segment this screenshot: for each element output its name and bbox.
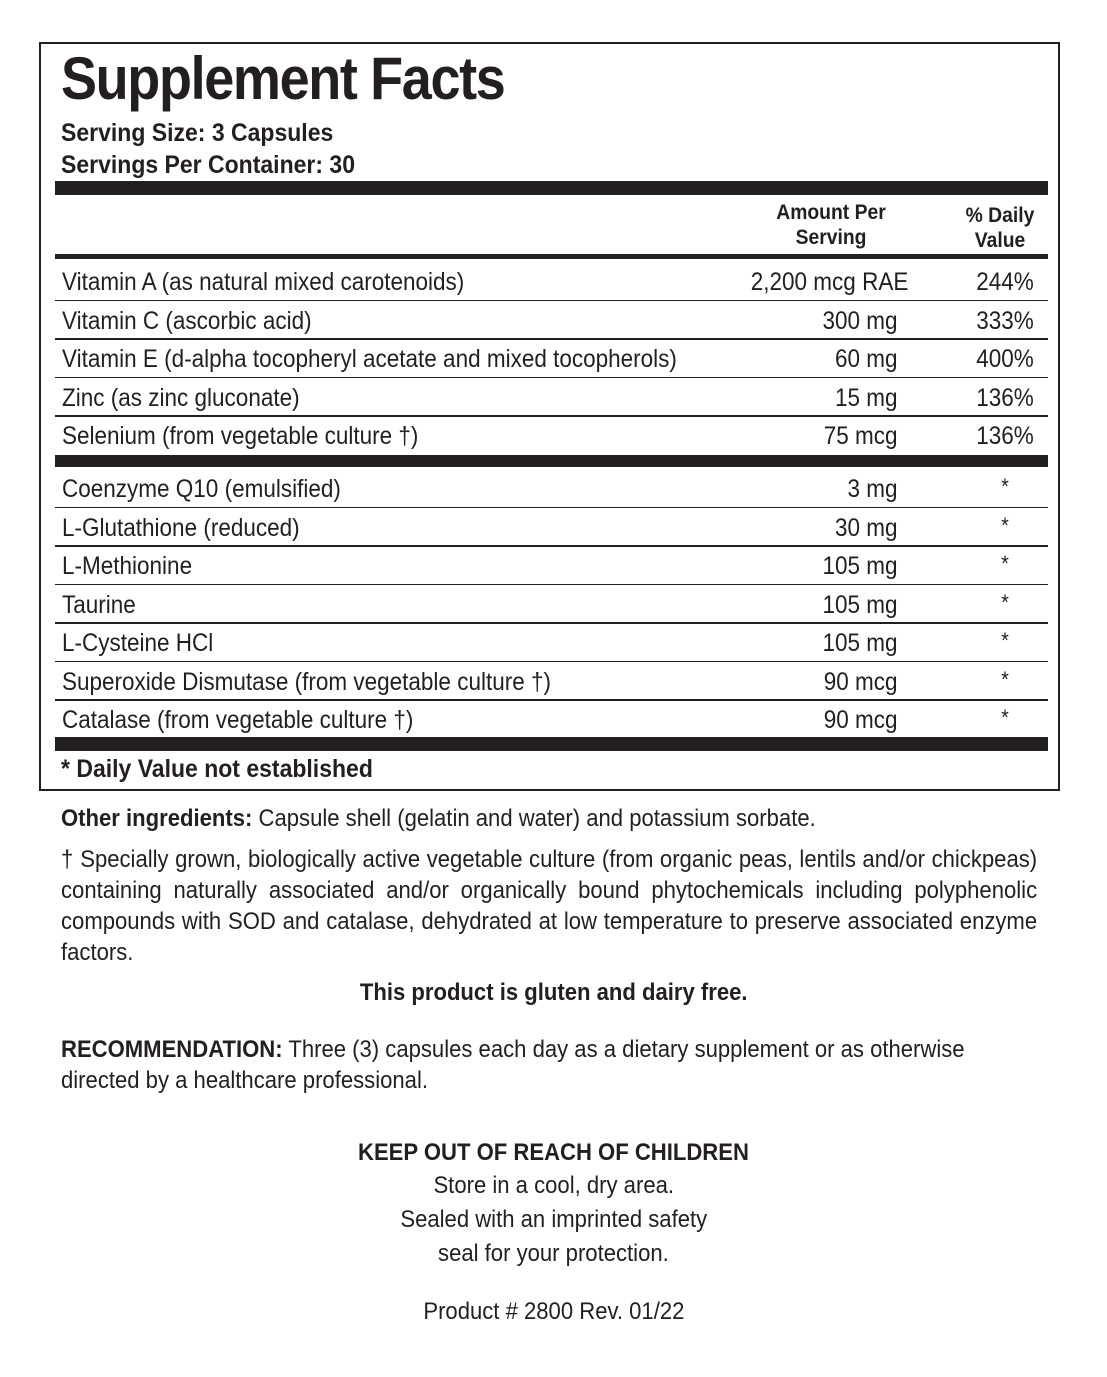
nutrient-amount: 15 mg (834, 383, 898, 412)
nutrient-amount: 30 mg (834, 513, 898, 542)
nutrient-name: Catalase (from vegetable culture †) (62, 706, 414, 734)
amount-per-serving-header: Amount Per Serving (776, 201, 886, 249)
nutrient-amount: 3 mg (847, 475, 898, 503)
nutrient-daily-value: * (1001, 589, 1009, 615)
other-ingredients (61, 803, 1036, 834)
nutrient-name: Vitamin A (as natural mixed carotenoids) (62, 268, 465, 296)
other-ingredients-label: Other ingredients: (61, 805, 253, 832)
nutrient-daily-value: 136% (976, 383, 1034, 412)
medium-divider (55, 254, 1048, 259)
nutrient-name: Zinc (as zinc gluconate) (62, 383, 300, 412)
nutrient-daily-value: 244% (976, 268, 1034, 296)
nutrient-daily-value: 333% (976, 306, 1034, 335)
thick-divider-middle (55, 455, 1048, 467)
other-ingredients-text: Capsule shell (gelatin and water) and potassium sorbate. (252, 805, 816, 832)
nutrient-row (55, 624, 1048, 662)
gluten-statement: This product is gluten and dairy free. (359, 979, 748, 1006)
nutrient-daily-value: * (1001, 474, 1009, 499)
nutrient-daily-value: * (1001, 666, 1009, 692)
nutrient-name: Superoxide Dismutase (from vegetable culture †) (62, 667, 551, 696)
seal-line-2: seal for your protection. (438, 1240, 669, 1267)
nutrient-name: L-Methionine (62, 552, 193, 580)
nutrient-daily-value: * (1001, 551, 1009, 576)
nutrient-daily-value: * (1001, 705, 1009, 730)
nutrient-name: Vitamin E (d-alpha tocopheryl acetate and mixed tocopherols) (62, 345, 677, 373)
nutrient-row (55, 263, 1048, 301)
nutrient-row (55, 586, 1048, 624)
nutrient-row (55, 470, 1048, 508)
nutrient-amount: 90 mcg (823, 667, 898, 696)
nutrient-name: Selenium (from vegetable culture †) (62, 422, 419, 450)
serving-size: Serving Size: 3 Capsules (61, 119, 334, 147)
dagger-note (61, 844, 1037, 968)
nutrient-name: L-Glutathione (reduced) (62, 513, 300, 542)
nutrient-daily-value: * (1001, 628, 1009, 653)
supplement-facts-panel (39, 42, 1060, 791)
nutrient-row (55, 340, 1048, 378)
storage-line: Store in a cool, dry area. (433, 1172, 674, 1199)
nutrient-amount: 60 mg (834, 345, 898, 373)
nutrient-amount: 90 mcg (823, 706, 898, 734)
nutrient-amount: 75 mcg (823, 422, 898, 450)
recommendation-label: RECOMMENDATION: (61, 1036, 283, 1063)
nutrient-name: L-Cysteine HCl (62, 629, 214, 657)
nutrient-name: Taurine (62, 590, 136, 619)
recommendation (61, 1034, 1037, 1096)
thick-divider (55, 181, 1048, 195)
nutrient-row (55, 663, 1048, 701)
nutrient-amount: 2,200 mcg RAE (751, 268, 909, 296)
thick-divider-bottom (55, 737, 1048, 751)
nutrient-daily-value: * (1001, 512, 1009, 538)
nutrient-amount: 300 mg (822, 306, 898, 335)
nutrient-row (55, 302, 1048, 340)
nutrient-row (55, 417, 1048, 455)
nutrient-row (55, 379, 1048, 417)
panel-title: Supplement Facts (61, 45, 505, 112)
servings-per-container: Servings Per Container: 30 (61, 151, 355, 179)
nutrient-amount: 105 mg (822, 590, 898, 619)
warning-heading: KEEP OUT OF REACH OF CHILDREN (358, 1139, 749, 1166)
nutrient-amount: 105 mg (822, 629, 898, 657)
seal-line-1: Sealed with an imprinted safety (400, 1206, 707, 1233)
nutrient-row (55, 509, 1048, 547)
recommendation-text: Three (3) capsules each day as a dietary supplement or as otherwise directed by a healthcare professional. (61, 1036, 965, 1094)
nutrient-name: Vitamin C (ascorbic acid) (62, 306, 312, 335)
nutrient-row (55, 701, 1048, 739)
nutrient-daily-value: 400% (976, 345, 1034, 373)
nutrient-amount: 105 mg (822, 552, 898, 580)
nutrient-daily-value: 136% (976, 422, 1034, 450)
nutrient-row (55, 547, 1048, 585)
daily-value-header: % Daily Value (965, 204, 1035, 252)
nutrient-name: Coenzyme Q10 (emulsified) (62, 475, 341, 503)
product-info: Product # 2800 Rev. 01/22 (422, 1298, 685, 1325)
dagger-note-text: † Specially grown, biologically active vegetable culture (from organic peas, lentils and/or chickpeas) containing naturally associated and/or organically bound phytochemicals including polyphenolic compounds with SOD and catalase, dehydrated at low temperature to preserve associated enzyme factors. (61, 846, 1038, 966)
daily-value-footnote: * Daily Value not established (61, 755, 373, 783)
